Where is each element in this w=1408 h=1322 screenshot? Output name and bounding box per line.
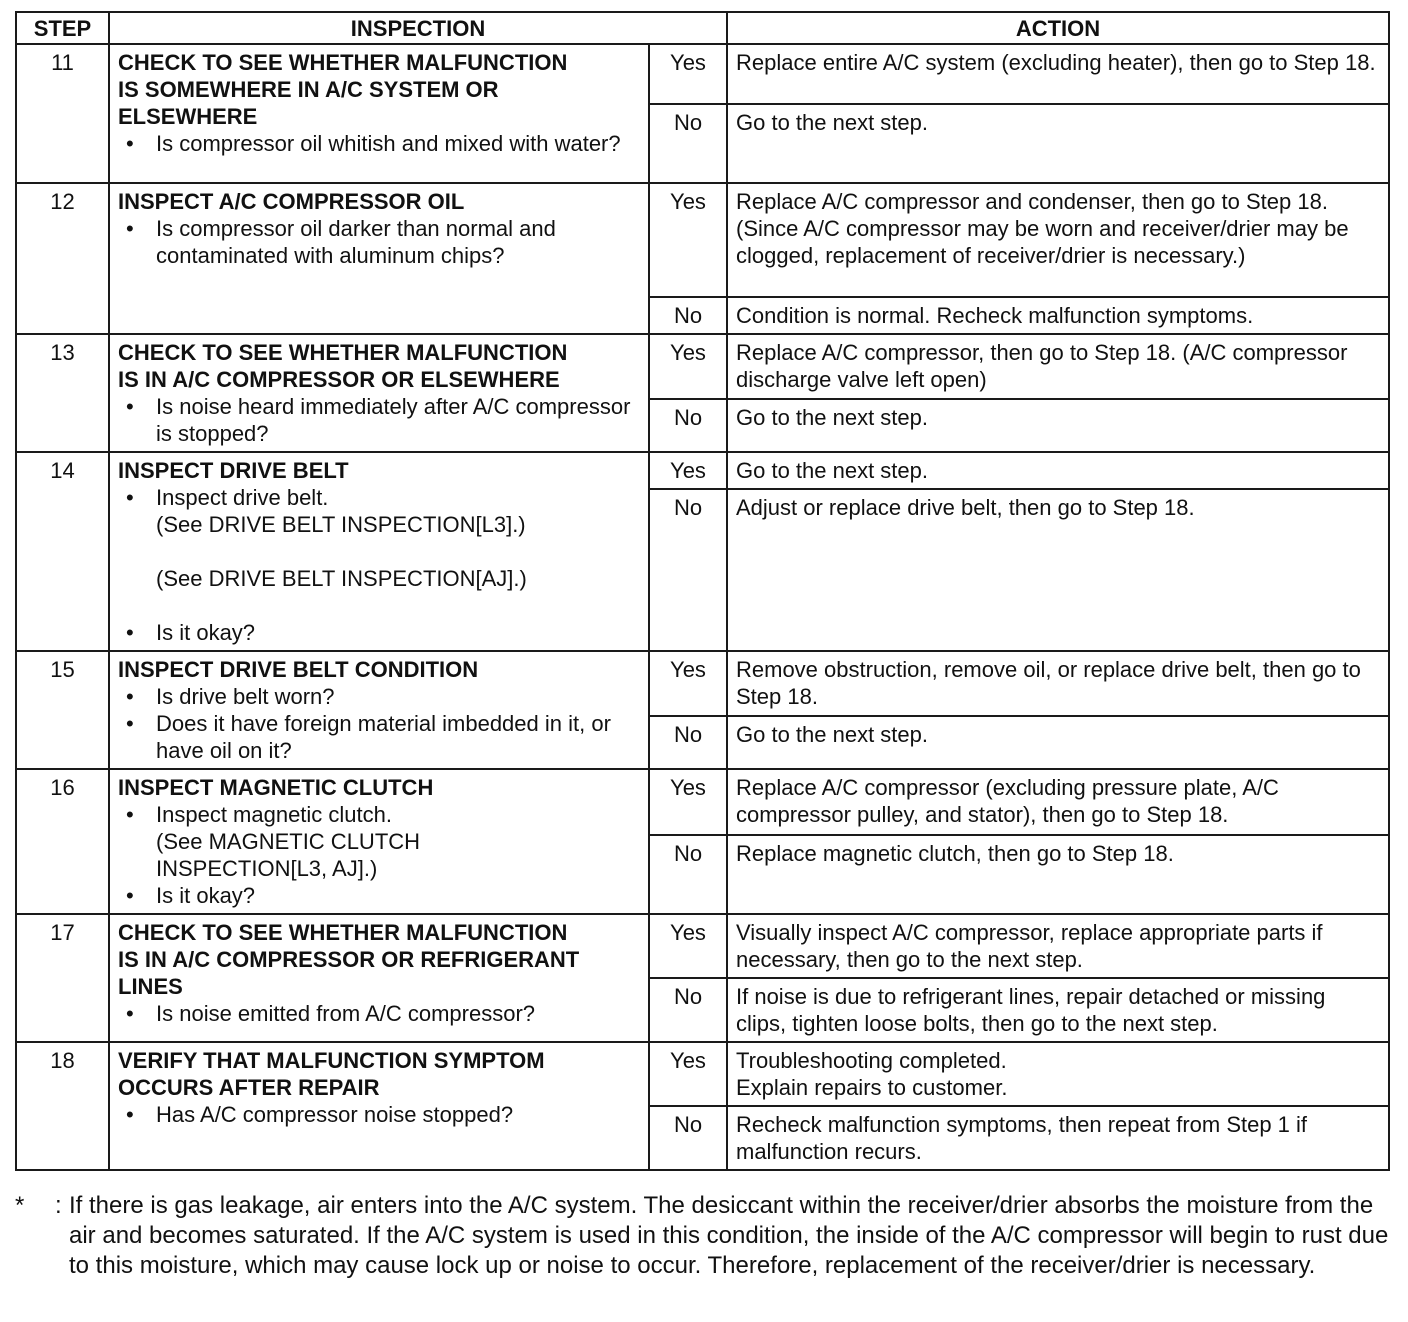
inspection-bullet: • Is noise heard immediately after A/C compressor is stopped? [118, 393, 638, 447]
yes-action: Remove obstruction, remove oil, or replace drive belt, then go to Step 18. [727, 651, 1389, 716]
inspection-bullet: • Inspect magnetic clutch. (See MAGNETIC CLUTCH INSPECTION[L3, AJ].) [118, 801, 638, 882]
no-label: No [649, 835, 727, 914]
yes-label: Yes [649, 1042, 727, 1106]
header-action: ACTION [727, 12, 1389, 44]
footnote-asterisk: * [15, 1192, 25, 1219]
yes-label: Yes [649, 183, 727, 297]
inspection-title: INSPECT DRIVE BELT CONDITION [118, 657, 479, 682]
no-action: Go to the next step. [727, 716, 1389, 769]
table-row-step-12 [16, 183, 1389, 297]
no-label: No [649, 978, 727, 1042]
inspection-cell [109, 44, 649, 183]
inspection-cell [109, 334, 649, 452]
inspection-bullet: • Is it okay? [118, 619, 638, 646]
step-number: 15 [16, 651, 109, 769]
inspection-bullet: • Is it okay? [118, 882, 638, 909]
yes-label: Yes [649, 334, 727, 399]
inspection-title: VERIFY THAT MALFUNCTION SYMPTOM OCCURS AFTER REPAIR [118, 1048, 545, 1100]
step-number: 17 [16, 914, 109, 1042]
inspection-bullet: • Does it have foreign material imbedded in it, or have oil on it? [118, 710, 638, 764]
footnote-colon: : [55, 1192, 62, 1219]
yes-label: Yes [649, 769, 727, 835]
table-row-step-15 [16, 651, 1389, 716]
yes-action: Replace entire A/C system (excluding heater), then go to Step 18. [727, 44, 1389, 104]
step-number: 16 [16, 769, 109, 914]
header-inspection: INSPECTION [109, 12, 727, 44]
header-step: STEP [16, 12, 109, 44]
no-label: No [649, 104, 727, 183]
step-number: 18 [16, 1042, 109, 1170]
footnote [15, 1191, 1390, 1281]
inspection-bullet: • Is noise emitted from A/C compressor? [118, 1000, 638, 1027]
step-number: 14 [16, 452, 109, 651]
inspection-cell [109, 651, 649, 769]
inspection-title: CHECK TO SEE WHETHER MALFUNCTION IS SOMEWHERE IN A/C SYSTEM OR ELSEWHERE [118, 50, 568, 129]
inspection-title: INSPECT A/C COMPRESSOR OIL [118, 189, 465, 214]
no-action: Go to the next step. [727, 399, 1389, 452]
yes-action: Troubleshooting completed. Explain repairs to customer. [727, 1042, 1389, 1106]
table-header-row [16, 12, 1389, 44]
yes-label: Yes [649, 44, 727, 104]
no-label: No [649, 1106, 727, 1170]
reference-link-l3[interactable]: (See DRIVE BELT INSPECTION[L3].) [156, 512, 526, 537]
yes-action: Go to the next step. [727, 452, 1389, 489]
inspection-cell [109, 914, 649, 1042]
inspection-cell [109, 769, 649, 914]
table-row-step-17 [16, 914, 1389, 978]
yes-label: Yes [649, 914, 727, 978]
table-row-step-14 [16, 452, 1389, 489]
table-row-step-16 [16, 769, 1389, 835]
inspection-title: CHECK TO SEE WHETHER MALFUNCTION IS IN A/C COMPRESSOR OR REFRIGERANT LINES [118, 920, 580, 999]
troubleshooting-table [15, 11, 1390, 1171]
inspection-title: INSPECT DRIVE BELT [118, 458, 349, 483]
yes-action: Replace A/C compressor, then go to Step 18. (A/C compressor discharge valve left open) [727, 334, 1389, 399]
inspection-bullet: • Is compressor oil whitish and mixed with water? [118, 130, 638, 157]
inspection-cell [109, 452, 649, 651]
no-action: Adjust or replace drive belt, then go to Step 18. [727, 489, 1389, 651]
inspection-cell [109, 1042, 649, 1170]
table-row-step-18 [16, 1042, 1389, 1106]
no-action: Recheck malfunction symptoms, then repeat from Step 1 if malfunction recurs. [727, 1106, 1389, 1170]
table-row-step-13 [16, 334, 1389, 399]
yes-label: Yes [649, 651, 727, 716]
inspection-bullet: • Is drive belt worn? [118, 683, 638, 710]
footnote-text: If there is gas leakage, air enters into the A/C system. The desiccant within the receiver/drier absorbs the moisture from the air and becomes saturated. If the A/C system is used in this condition, the inside of the A/C compressor will begin to rust due to this moisture, which may cause lock up or noise to occur. Therefore, replacement of the receiver/drier is necessary. [69, 1192, 1389, 1279]
step-number: 13 [16, 334, 109, 452]
inspection-bullet: • Inspect drive belt. (See DRIVE BELT INSPECTION[L3].) (See DRIVE BELT INSPECTION[AJ].) [118, 484, 638, 619]
yes-action: Visually inspect A/C compressor, replace appropriate parts if necessary, then go to the next step. [727, 914, 1389, 978]
yes-label: Yes [649, 452, 727, 489]
step-number: 12 [16, 183, 109, 334]
reference-link-magnetic-clutch-2[interactable]: INSPECTION[L3, AJ].) [156, 856, 378, 881]
no-label: No [649, 716, 727, 769]
no-action: Replace magnetic clutch, then go to Step 18. [727, 835, 1389, 914]
no-label: No [649, 297, 727, 334]
yes-action: Replace A/C compressor and condenser, then go to Step 18. (Since A/C compressor may be worn and receiver/drier may be clogged, replacement of receiver/drier is necessary.) [727, 183, 1389, 297]
no-action: Condition is normal. Recheck malfunction symptoms. [727, 297, 1389, 334]
step-number: 11 [16, 44, 109, 183]
yes-action: Replace A/C compressor (excluding pressure plate, A/C compressor pulley, and stator), then go to Step 18. [727, 769, 1389, 835]
inspection-bullet: • Has A/C compressor noise stopped? [118, 1101, 638, 1128]
inspection-title: INSPECT MAGNETIC CLUTCH [118, 775, 434, 800]
inspection-title: CHECK TO SEE WHETHER MALFUNCTION IS IN A/C COMPRESSOR OR ELSEWHERE [118, 340, 568, 392]
no-label: No [649, 489, 727, 651]
inspection-cell [109, 183, 649, 334]
inspection-bullet: • Is compressor oil darker than normal and contaminated with aluminum chips? [118, 215, 638, 269]
no-action: Go to the next step. [727, 104, 1389, 183]
no-label: No [649, 399, 727, 452]
no-action: If noise is due to refrigerant lines, repair detached or missing clips, tighten loose bolts, then go to the next step. [727, 978, 1389, 1042]
reference-link-aj[interactable]: (See DRIVE BELT INSPECTION[AJ].) [156, 566, 527, 591]
reference-link-magnetic-clutch[interactable]: (See MAGNETIC CLUTCH [156, 829, 421, 854]
table-row-step-11 [16, 44, 1389, 104]
